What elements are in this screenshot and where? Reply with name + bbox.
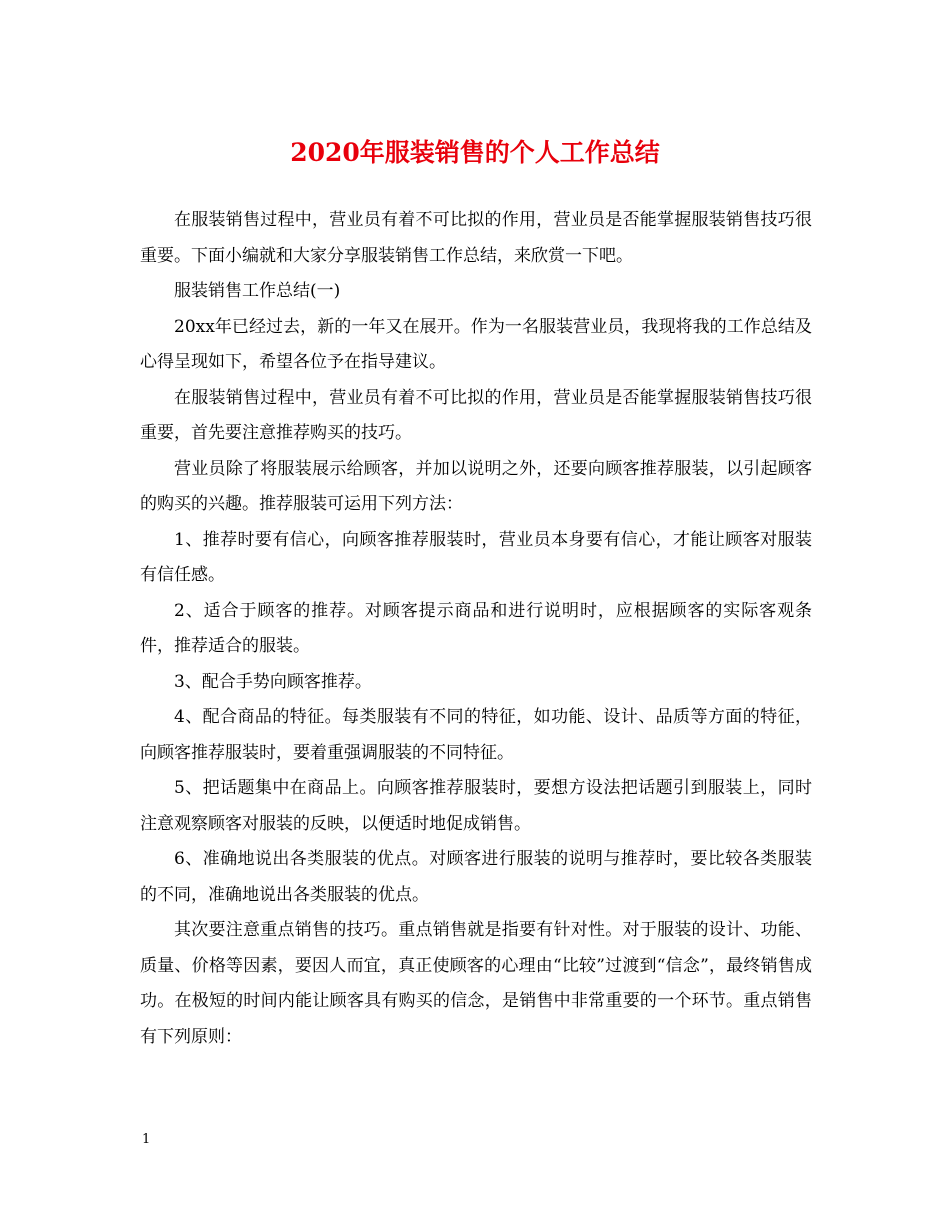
paragraph: 在服装销售过程中，营业员有着不可比拟的作用，营业员是否能掌握服装销售技巧很重要。下面小编就和大家分享服装销售工作总结，来欣赏一下吧。: [140, 210, 812, 266]
list-item: 1、推荐时要有信心，向顾客推荐服装时，营业员本身要有信心，才能让顾客对服装有信任感。: [140, 529, 812, 585]
list-item: 6、准确地说出各类服装的优点。对顾客进行服装的说明与推荐时，要比较各类服装的不同，准确地说出各类服装的优点。: [140, 849, 812, 905]
list-item: 3、配合手势向顾客推荐。: [174, 671, 372, 692]
list-item: 5、把话题集中在商品上。向顾客推荐服装时，要想方设法把话题引到服装上，同时注意观察顾客对服装的反映，以便适时地促成销售。: [140, 778, 812, 834]
list-item: 4、配合商品的特征。每类服装有不同的特征，如功能、设计、品质等方面的特征，向顾客推荐服装时，要着重强调服装的不同特征。: [140, 707, 812, 763]
paragraph: 20xx年已经过去，新的一年又在展开。作为一名服装营业员，我现将我的工作总结及心得呈现如下，希望各位予在指导建议。: [140, 316, 812, 372]
list-item: 2、适合于顾客的推荐。对顾客提示商品和进行说明时，应根据顾客的实际客观条件，推荐适合的服装。: [140, 600, 812, 656]
paragraph: 其次要注意重点销售的技巧。重点销售就是指要有针对性。对于服装的设计、功能、质量、价格等因素，要因人而宜，真正使顾客的心理由“比较”过渡到“信念”，最终销售成功。在极短的时间内能让顾客具有购买的信念，是销售中非常重要的一个环节。重点销售有下列原则：: [140, 920, 812, 1047]
document-title: 2020年服装销售的个人工作总结: [290, 138, 660, 167]
section-heading: 服装销售工作总结(一): [174, 281, 341, 301]
page-number: 1: [142, 1132, 151, 1147]
paragraph: 在服装销售过程中，营业员有着不可比拟的作用，营业员是否能掌握服装销售技巧很重要，首先要注意推荐购买的技巧。: [140, 387, 812, 443]
paragraph: 营业员除了将服装展示给顾客，并加以说明之外，还要向顾客推荐服装，以引起顾客的购买的兴趣。推荐服装可运用下列方法：: [140, 458, 812, 514]
document-body: [140, 203, 812, 1055]
